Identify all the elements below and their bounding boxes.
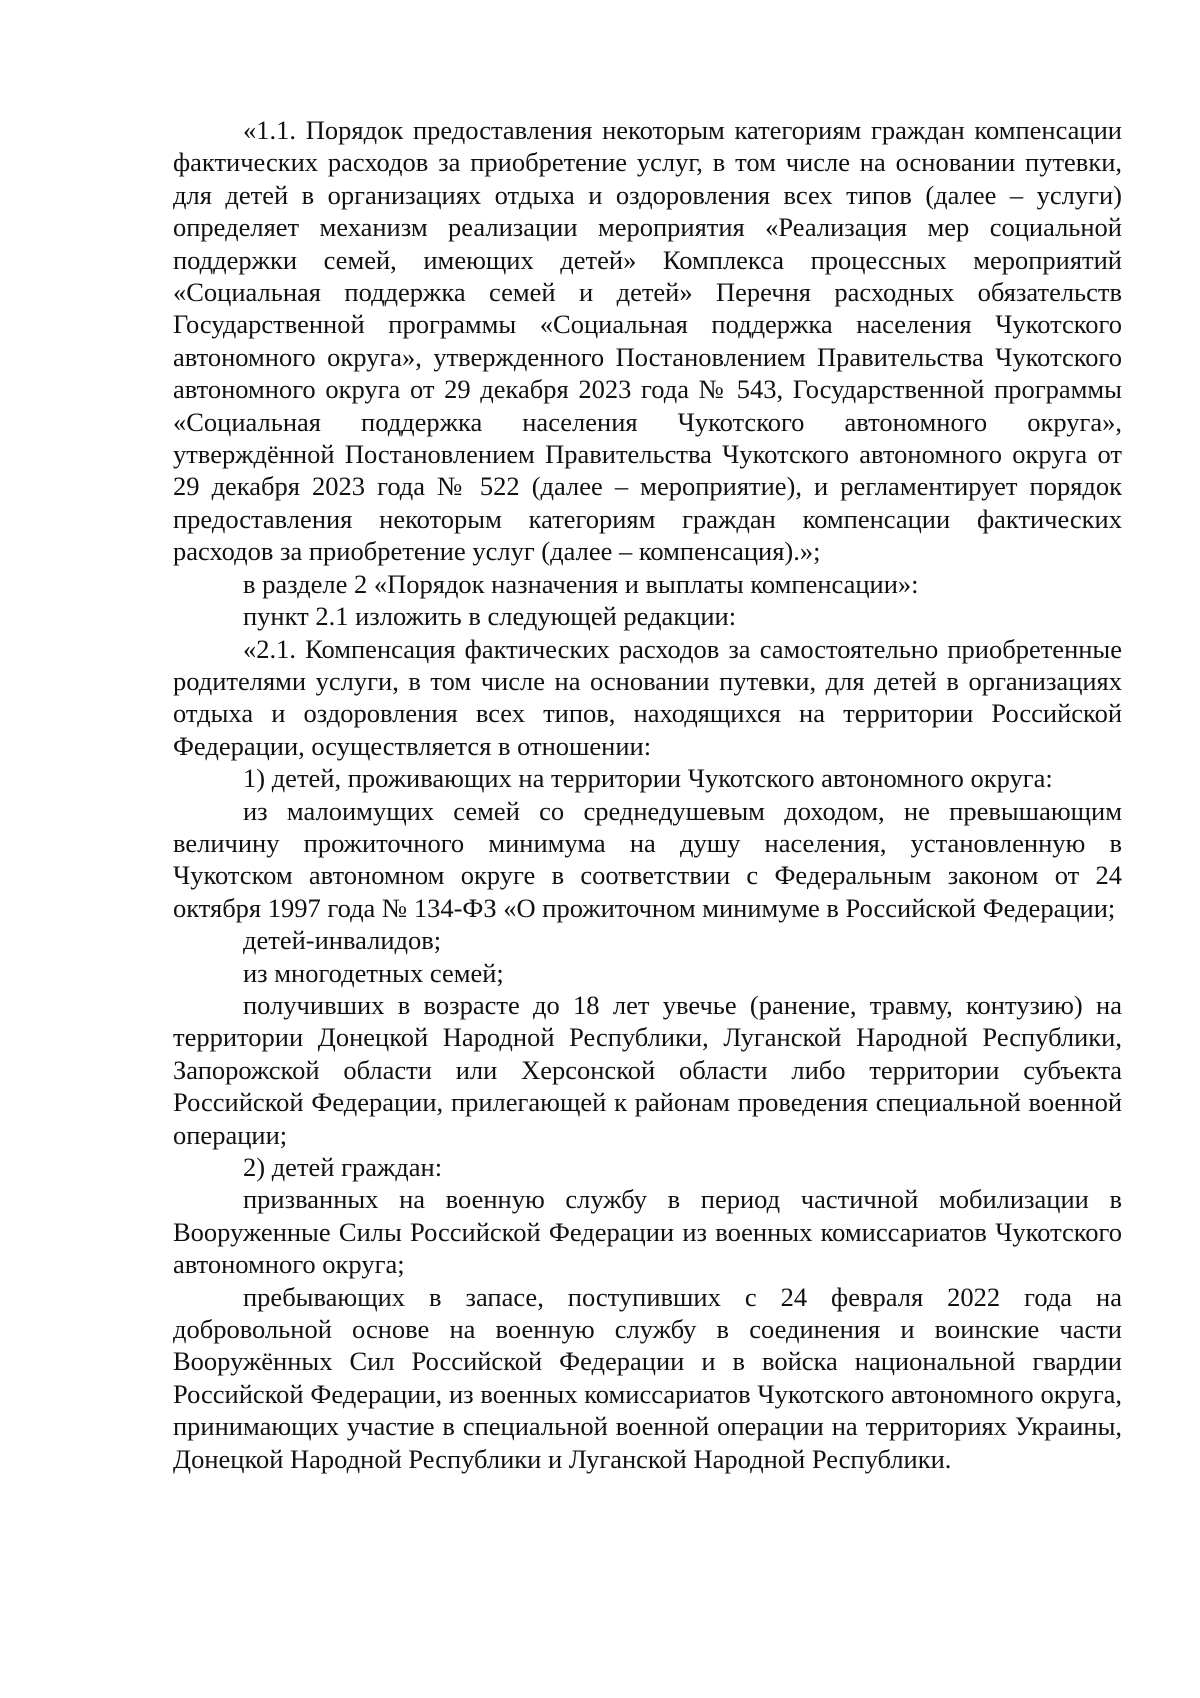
- document-body: [173, 114, 1122, 1475]
- paragraph-section-2: в разделе 2 «Порядок назначения и выплаты компенсации»:: [243, 568, 919, 599]
- paragraph-injured: получивших в возрасте до 18 лет увечье (ранение, травму, контузию) на территории Донецкой Народной Республики, Луганской Народной Республики, Запорожской области или Херсонской области либо территории субъекта Российской Федерации, прилегающей к районам проведения специальной военной операции;: [173, 989, 1122, 1150]
- paragraph-large-families: из многодетных семей;: [243, 957, 504, 988]
- paragraph-volunteers: пребывающих в запасе, поступивших с 24 февраля 2022 года на добровольной основе на военную службу в соединения и воинские части Вооружённых Сил Российской Федерации и в войска национальной гвардии Российской Федерации, из военных комиссариатов Чукотского автономного округа, принимающих участие в специальной военной операции на территориях Украины, Донецкой Народной Республики и Луганской Народной Республики.: [173, 1281, 1122, 1474]
- paragraph-mobilized: призванных на военную службу в период частичной мобилизации в Вооруженные Силы Российской Федерации из военных комиссариатов Чукотского автономного округа;: [173, 1184, 1122, 1280]
- paragraph-item-2-1-edit: пункт 2.1 изложить в следующей редакции:: [243, 601, 737, 632]
- paragraph-low-income: из малоимущих семей со среднедушевым доходом, не превышающим величину прожиточного минимума на душу населения, установленную в Чукотском автономном округе в соответствии с Федеральным законом от 24 октября 1997 года № 134-ФЗ «О прожиточном минимуме в Российской Федерации;: [173, 795, 1122, 923]
- paragraph-1-1-procedure: «1.1. Порядок предоставления некоторым категориям граждан компенсации фактических расходов за приобретение услуг, в том числе на основании путевки, для детей в организациях отдыха и оздоровления всех типов (далее – услуги) определяет механизм реализации мероприятия «Реализация мер социальной поддержки семей, имеющих детей» Комплекса процессных мероприятий «Социальная поддержка семей и детей» Перечня расходных обязательств Государственной программы «Социальная поддержка населения Чукотского автономного округа», утвержденного Постановлением Правительства Чукотского автономного округа от 29 декабря 2023 года № 543, Государственной программы «Социальная поддержка населения Чукотского автономного округа», утверждённой Постановлением Правительства Чукотского автономного округа от 29 декабря 2023 года № 522 (далее – мероприятие), и регламентирует порядок предоставления некоторым категориям граждан компенсации фактических расходов за приобретение услуг (далее – компенсация).»;: [173, 115, 1122, 567]
- paragraph-list-2-citizens: 2) детей граждан:: [243, 1152, 443, 1182]
- paragraph-2-1-compensation: «2.1. Компенсация фактических расходов за самостоятельно приобретенные родителями услуги, в том числе на основании путевки, для детей в организациях отдыха и оздоровления всех типов, находящихся на территории Российской Федерации, осуществляется в отношении:: [173, 633, 1122, 761]
- paragraph-disabled-children: детей-инвалидов;: [243, 925, 442, 956]
- paragraph-list-1-children: 1) детей, проживающих на территории Чукотского автономного округа:: [243, 763, 1053, 794]
